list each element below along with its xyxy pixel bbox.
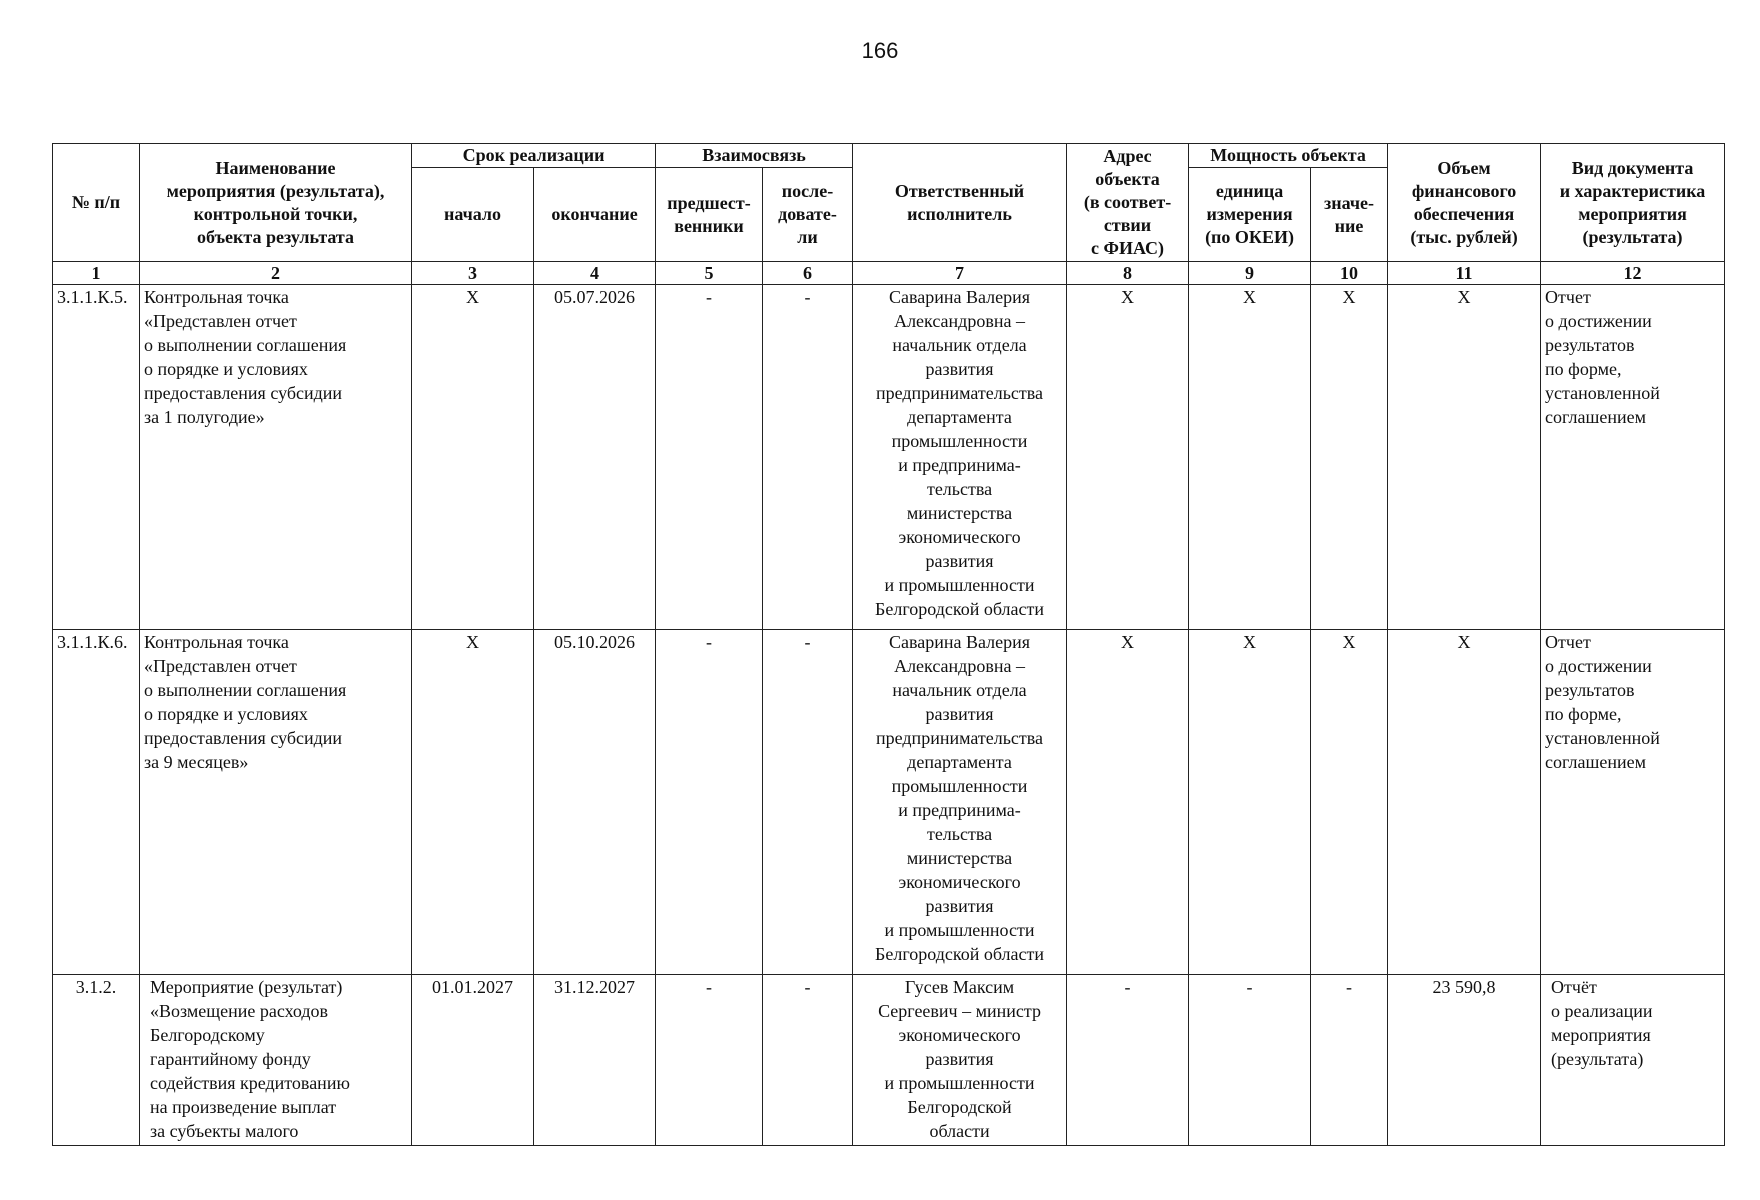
row-address: X — [1067, 285, 1189, 630]
column-number-row — [53, 262, 1725, 285]
column-number: 3 — [412, 262, 534, 285]
column-number: 5 — [656, 262, 763, 285]
row-finance: X — [1388, 630, 1541, 975]
column-number: 6 — [763, 262, 853, 285]
row-predecessors: - — [656, 975, 763, 1146]
header-predecessors: предшест- венники — [656, 168, 763, 262]
row-unit: - — [1189, 975, 1311, 1146]
row-finance: 23 590,8 — [1388, 975, 1541, 1146]
column-number: 7 — [853, 262, 1067, 285]
row-name: Контрольная точка «Представлен отчет о выполнении соглашения о порядке и условиях предоставления субсидии за 9 месяцев» — [140, 630, 412, 975]
table-row — [53, 630, 1725, 975]
header-name: Наименование мероприятия (результата), контрольной точки, объекта результата — [140, 144, 412, 262]
row-successors: - — [763, 285, 853, 630]
column-number: 9 — [1189, 262, 1311, 285]
header-link-group: Взаимосвязь — [656, 144, 853, 168]
column-number: 1 — [53, 262, 140, 285]
row-start: 01.01.2027 — [412, 975, 534, 1146]
column-number: 12 — [1541, 262, 1725, 285]
row-end: 31.12.2027 — [534, 975, 656, 1146]
row-doc: Отчет о достижении результатов по форме, установленной соглашением — [1541, 285, 1725, 630]
row-name: Мероприятие (результат) «Возмещение расходов Белгородскому гарантийному фонду содействия кредитованию на произведение выплат за субъекты малого — [140, 975, 412, 1146]
row-predecessors: - — [656, 285, 763, 630]
column-number: 4 — [534, 262, 656, 285]
table-row — [53, 975, 1725, 1146]
header-executor: Ответственный исполнитель — [853, 144, 1067, 262]
row-end: 05.07.2026 — [534, 285, 656, 630]
header-start: начало — [412, 168, 534, 262]
row-successors: - — [763, 630, 853, 975]
header-finance: Объем финансового обеспечения (тыс. рублей) — [1388, 144, 1541, 262]
row-finance: X — [1388, 285, 1541, 630]
header-value: значе- ние — [1311, 168, 1388, 262]
row-doc: Отчёт о реализации мероприятия (результата) — [1541, 975, 1725, 1146]
row-address: - — [1067, 975, 1189, 1146]
row-address: X — [1067, 630, 1189, 975]
header-successors: после- довате- ли — [763, 168, 853, 262]
header-capacity-group: Мощность объекта — [1189, 144, 1388, 168]
row-id: 3.1.2. — [53, 975, 140, 1146]
row-start: X — [412, 285, 534, 630]
row-executor: Саварина Валерия Александровна – начальник отдела развития предпринимательства департамента промышленности и предпринима- тельства министерства экономического развития и промышленности Белгородской области — [853, 285, 1067, 630]
header-unit: единица измерения (по ОКЕИ) — [1189, 168, 1311, 262]
table-row — [53, 285, 1725, 630]
row-unit: X — [1189, 630, 1311, 975]
row-executor: Гусев Максим Сергеевич – министр экономического развития и промышленности Белгородской области — [853, 975, 1067, 1146]
column-number: 10 — [1311, 262, 1388, 285]
header-end: окончание — [534, 168, 656, 262]
row-successors: - — [763, 975, 853, 1146]
row-value: X — [1311, 285, 1388, 630]
row-end: 05.10.2026 — [534, 630, 656, 975]
row-value: X — [1311, 630, 1388, 975]
column-number: 8 — [1067, 262, 1189, 285]
header-term-group: Срок реализации — [412, 144, 656, 168]
header-number: № п/п — [53, 144, 140, 262]
row-name: Контрольная точка «Представлен отчет о выполнении соглашения о порядке и условиях предоставления субсидии за 1 полугодие» — [140, 285, 412, 630]
column-number: 2 — [140, 262, 412, 285]
row-doc: Отчет о достижении результатов по форме, установленной соглашением — [1541, 630, 1725, 975]
row-id: 3.1.1.К.5. — [53, 285, 140, 630]
activities-table — [52, 143, 1725, 1146]
row-value: - — [1311, 975, 1388, 1146]
row-id: 3.1.1.К.6. — [53, 630, 140, 975]
row-executor: Саварина Валерия Александровна – начальник отдела развития предпринимательства департамента промышленности и предпринима- тельства министерства экономического развития и промышленности Белгородской области — [853, 630, 1067, 975]
row-unit: X — [1189, 285, 1311, 630]
row-start: X — [412, 630, 534, 975]
header-address: Адрес объекта (в соответ- ствии с ФИАС) — [1067, 144, 1189, 262]
header-doc-type: Вид документа и характеристика мероприятия (результата) — [1541, 144, 1725, 262]
column-number: 11 — [1388, 262, 1541, 285]
page-number: 166 — [861, 38, 899, 63]
row-predecessors: - — [656, 630, 763, 975]
